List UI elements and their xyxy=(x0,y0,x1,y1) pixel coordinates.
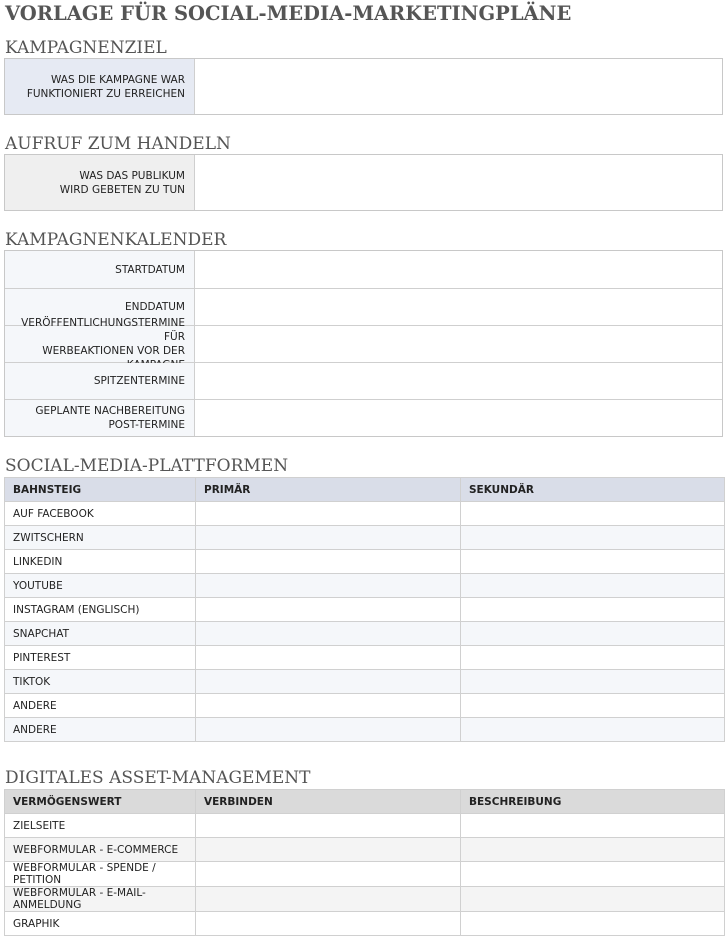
cell-input[interactable] xyxy=(196,670,461,694)
cell-input[interactable] xyxy=(461,912,725,936)
row-label: ZIELSEITE xyxy=(5,814,196,838)
calendar-row-label: GEPLANTE NACHBEREITUNG POST-TERMINE xyxy=(5,400,195,436)
cell-input[interactable] xyxy=(196,550,461,574)
cell-input[interactable] xyxy=(461,814,725,838)
cell-input[interactable] xyxy=(196,646,461,670)
calendar-row-label: SPITZENTERMINE xyxy=(5,363,195,399)
cell-input[interactable] xyxy=(196,622,461,646)
table-row xyxy=(5,502,725,526)
row-label: LINKEDIN xyxy=(5,550,196,574)
calendar-row-field[interactable] xyxy=(195,400,722,436)
row-label: WEBFORMULAR - SPENDE / PETITION xyxy=(5,862,196,887)
table-row xyxy=(5,622,725,646)
calendar-row-field[interactable] xyxy=(195,363,722,399)
calendar-row xyxy=(5,362,722,399)
row-label: WEBFORMULAR - E-COMMERCE xyxy=(5,838,196,862)
calendar-row-field[interactable] xyxy=(195,251,722,288)
column-header: VERBINDEN xyxy=(196,790,461,814)
cell-input[interactable] xyxy=(196,526,461,550)
row-label: YOUTUBE xyxy=(5,574,196,598)
cell-input[interactable] xyxy=(461,646,725,670)
row-label: GRAPHIK xyxy=(5,912,196,936)
cell-input[interactable] xyxy=(196,862,461,887)
cell-input[interactable] xyxy=(461,670,725,694)
cell-input[interactable] xyxy=(461,574,725,598)
row-label: WEBFORMULAR - E-MAIL- ANMELDUNG xyxy=(5,887,196,912)
row-label: AUF FACEBOOK xyxy=(5,502,196,526)
cell-input[interactable] xyxy=(196,814,461,838)
cell-input[interactable] xyxy=(461,598,725,622)
cell-input[interactable] xyxy=(196,694,461,718)
table-row xyxy=(5,912,725,936)
row-label: ANDERE xyxy=(5,718,196,742)
row-label: ANDERE xyxy=(5,694,196,718)
row-label: PINTEREST xyxy=(5,646,196,670)
cell-input[interactable] xyxy=(461,502,725,526)
cell-input[interactable] xyxy=(196,838,461,862)
table-row xyxy=(5,718,725,742)
cell-input[interactable] xyxy=(461,694,725,718)
cell-input[interactable] xyxy=(196,502,461,526)
calendar-row-label: FÜR WERBEAKTIONEN VOR DER xyxy=(5,326,195,362)
column-header: BAHNSTEIG xyxy=(5,478,196,502)
section-heading-cta: AUFRUF ZUM HANDELN xyxy=(5,134,231,154)
column-header: PRIMÄR xyxy=(196,478,461,502)
section-heading-assets: DIGITALES ASSET-MANAGEMENT xyxy=(5,768,311,788)
row-label: ZWITSCHERN xyxy=(5,526,196,550)
goal-box xyxy=(4,58,723,115)
column-header: VERMÖGENSWERT xyxy=(5,790,196,814)
section-heading-goal: KAMPAGNENZIEL xyxy=(5,38,167,58)
calendar-row-field[interactable] xyxy=(195,326,722,362)
table-row xyxy=(5,598,725,622)
cell-input[interactable] xyxy=(196,598,461,622)
table-row xyxy=(5,670,725,694)
section-heading-calendar: KAMPAGNENKALENDER xyxy=(5,230,227,250)
table-row xyxy=(5,574,725,598)
cell-input[interactable] xyxy=(196,887,461,912)
goal-label: WAS DIE KAMPAGNE WAR FUNKTIONIERT ZU ERREICHEN xyxy=(5,59,195,114)
platform-table xyxy=(4,477,725,742)
page-title: VORLAGE FÜR SOCIAL-MEDIA-MARKETINGPLÄNE xyxy=(5,2,572,25)
column-header: SEKUNDÄR xyxy=(461,478,725,502)
calendar-row xyxy=(5,325,722,362)
calendar-row xyxy=(5,399,722,436)
goal-field[interactable] xyxy=(195,59,722,114)
cell-input[interactable] xyxy=(461,862,725,887)
cell-input[interactable] xyxy=(461,838,725,862)
table-row xyxy=(5,550,725,574)
row-label: SNAPCHAT xyxy=(5,622,196,646)
table-row xyxy=(5,838,725,862)
cell-input[interactable] xyxy=(196,574,461,598)
calendar-row-label: ENDDATUM xyxy=(5,289,195,325)
cell-input[interactable] xyxy=(196,912,461,936)
cell-input[interactable] xyxy=(196,718,461,742)
table-row xyxy=(5,526,725,550)
cta-label: WAS DAS PUBLIKUM WIRD GEBETEN ZU TUN xyxy=(5,155,195,210)
table-row xyxy=(5,887,725,912)
column-header: BESCHREIBUNG xyxy=(461,790,725,814)
asset-table xyxy=(4,789,725,936)
section-heading-platforms: SOCIAL-MEDIA-PLATTFORMEN xyxy=(5,456,289,476)
cell-input[interactable] xyxy=(461,622,725,646)
calendar-row xyxy=(5,251,722,288)
cell-input[interactable] xyxy=(461,550,725,574)
cta-field[interactable] xyxy=(195,155,722,210)
cta-box xyxy=(4,154,723,211)
cell-input[interactable] xyxy=(461,718,725,742)
table-row xyxy=(5,646,725,670)
table-row xyxy=(5,862,725,887)
row-label: INSTAGRAM (ENGLISCH) xyxy=(5,598,196,622)
calendar-row-label: STARTDATUM xyxy=(5,251,195,288)
cell-input[interactable] xyxy=(461,526,725,550)
table-row xyxy=(5,814,725,838)
calendar-row-field[interactable] xyxy=(195,289,722,325)
cell-input[interactable] xyxy=(461,887,725,912)
table-row xyxy=(5,694,725,718)
calendar-box xyxy=(4,250,723,437)
row-label: TIKTOK xyxy=(5,670,196,694)
